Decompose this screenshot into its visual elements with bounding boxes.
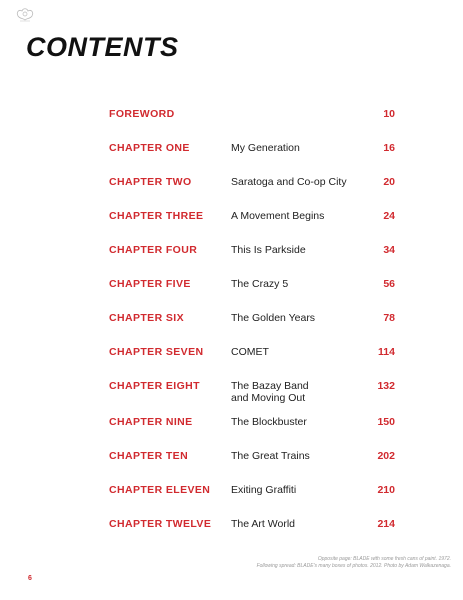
chapter-title: A Movement Begins <box>231 210 325 222</box>
page-number: 202 <box>377 450 395 462</box>
chapter-label: CHAPTER ELEVEN <box>109 484 211 496</box>
page-title: CONTENTS <box>26 32 179 62</box>
chapter-title: My Generation <box>231 142 300 154</box>
chapter-label: CHAPTER FIVE <box>109 278 191 290</box>
page-number: 78 <box>383 312 395 324</box>
page-number: 210 <box>377 484 395 496</box>
chapter-label: CHAPTER EIGHT <box>109 380 200 392</box>
page-number: 20 <box>383 176 395 188</box>
chapter-title: Exiting Graffiti <box>231 484 297 496</box>
caption-line: Following spread: BLADE's many boxes of photos. 2012. Photo by Adam Walkazenaga. <box>256 563 451 569</box>
chapter-label: CHAPTER FOUR <box>109 244 198 256</box>
chapter-title: COMET <box>231 346 269 358</box>
page-number: 150 <box>377 416 395 428</box>
chapter-title: The Golden Years <box>231 312 316 324</box>
page-number: 16 <box>383 142 395 154</box>
page-number: 114 <box>378 346 395 358</box>
page-number: 132 <box>377 380 395 392</box>
chapter-label: CHAPTER TEN <box>109 450 189 462</box>
chapter-title: The Crazy 5 <box>231 278 289 290</box>
chapter-label: CHAPTER TWELVE <box>109 518 212 530</box>
caption-line: Opposite page: BLADE with some fresh cans of paint. 1972. <box>317 556 451 562</box>
page-number: 34 <box>383 244 395 256</box>
chapter-label: CHAPTER SEVEN <box>109 346 204 358</box>
chapter-title: The Art World <box>231 518 295 530</box>
page-number: 10 <box>383 108 395 120</box>
chapter-label: CHAPTER THREE <box>109 210 204 222</box>
chapter-title: The Bazay Band and Moving Out <box>231 380 309 404</box>
chapter-title: The Great Trains <box>231 450 310 462</box>
chapter-title: This Is Parkside <box>231 244 306 256</box>
folio-page-number: 6 <box>28 575 32 582</box>
page-number: 24 <box>383 210 395 222</box>
chapter-label: FOREWORD <box>109 108 175 120</box>
chapter-title: Saratoga and Co-op City <box>231 176 347 188</box>
chapter-label: CHAPTER NINE <box>109 416 193 428</box>
page-number: 56 <box>383 278 395 290</box>
chapter-label: CHAPTER SIX <box>109 312 184 324</box>
cherub-emblem-icon <box>14 6 36 24</box>
chapter-title: The Blockbuster <box>231 416 307 428</box>
page-number: 214 <box>377 518 395 530</box>
chapter-label: CHAPTER TWO <box>109 176 192 188</box>
chapter-label: CHAPTER ONE <box>109 142 190 154</box>
photo-caption <box>191 556 451 570</box>
